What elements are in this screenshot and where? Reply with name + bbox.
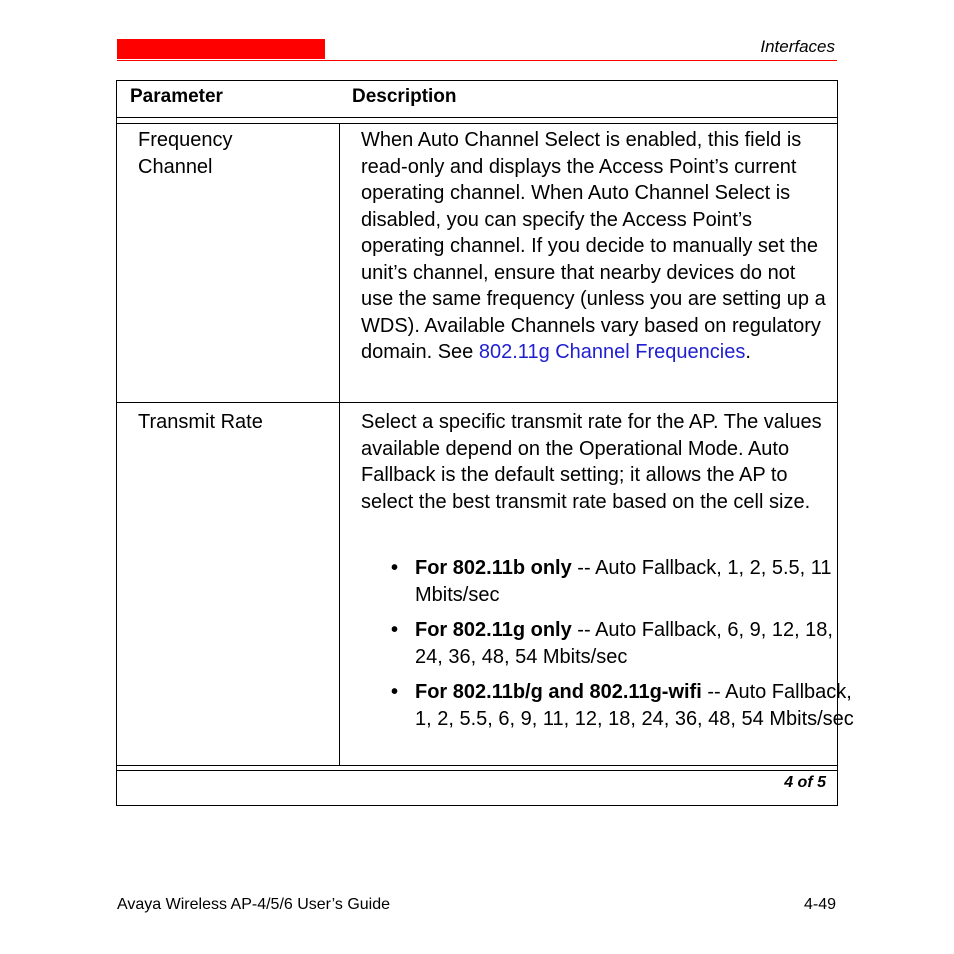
channel-frequencies-link[interactable]: 802.11g Channel Frequencies bbox=[478, 341, 746, 363]
column-header-parameter: Parameter bbox=[130, 86, 223, 107]
see-prefix: See bbox=[437, 341, 479, 363]
footer-divider-double bbox=[117, 770, 837, 771]
header-red-bar bbox=[117, 39, 325, 59]
bullet-icon: • bbox=[391, 681, 399, 703]
bullet-icon: • bbox=[391, 619, 399, 641]
column-header-description: Description bbox=[352, 86, 457, 107]
param-transmit-rate: Transmit Rate bbox=[138, 411, 263, 433]
page-number: 4-49 bbox=[803, 896, 836, 913]
section-title: Interfaces bbox=[760, 37, 835, 56]
row-divider bbox=[117, 402, 837, 403]
bullet-label: For 802.11b only bbox=[415, 557, 572, 579]
param-line: Frequency bbox=[138, 129, 233, 151]
rate-bullet-80211b bbox=[391, 555, 855, 608]
footer-divider bbox=[117, 765, 837, 766]
bullet-label: For 802.11g only bbox=[415, 619, 572, 641]
param-line: Channel bbox=[138, 155, 213, 178]
header-divider bbox=[117, 117, 837, 118]
bullet-text: -- Auto Fallback, 1, 2, 5.5, 6, 9, 11, 12, 18, 24, 36, 48, 54 Mbits/sec bbox=[415, 681, 854, 730]
bullet-label: For 802.11b/g and 802.11g-wifi bbox=[415, 681, 702, 703]
column-divider bbox=[339, 123, 340, 765]
guide-title: Avaya Wireless AP-4/5/6 User’s Guide bbox=[117, 896, 391, 913]
bullet-text: -- Auto Fallback, 6, 9, 12, 18, 24, 36, 48, 54 Mbits/sec bbox=[415, 619, 833, 668]
header-rule bbox=[117, 60, 837, 61]
param-frequency-channel bbox=[138, 127, 328, 180]
bullet-text: -- Auto Fallback, 1, 2, 5.5, 11 Mbits/sec bbox=[415, 557, 832, 606]
table-page-indicator: 4 of 5 bbox=[784, 774, 826, 791]
desc-frequency-channel bbox=[361, 127, 833, 366]
rate-bullet-80211bg-wifi bbox=[391, 679, 855, 732]
see-suffix: . bbox=[745, 341, 751, 363]
parameter-table bbox=[116, 80, 854, 806]
desc-text: When Auto Channel Select is enabled, this field is read-only and displays the Access Point’s current operating channel. When Auto Channel Select is disabled, you can specify the Access Point’s operating channel. If you decide to manually set the unit’s channel, ensure that nearby devices do not use the same frequency (unless you are setting up a WDS). Available Channels vary based on regulatory domain. bbox=[361, 129, 826, 363]
rate-bullet-80211g bbox=[391, 617, 855, 670]
desc-transmit-rate: Select a specific transmit rate for the AP. The values available depend on the Operational Mode. Auto Fallback is the default setting; it allows the AP to select the best transmit rate based on the cell size. bbox=[361, 411, 822, 513]
bullet-icon: • bbox=[391, 557, 399, 579]
header-divider-double bbox=[117, 123, 837, 124]
